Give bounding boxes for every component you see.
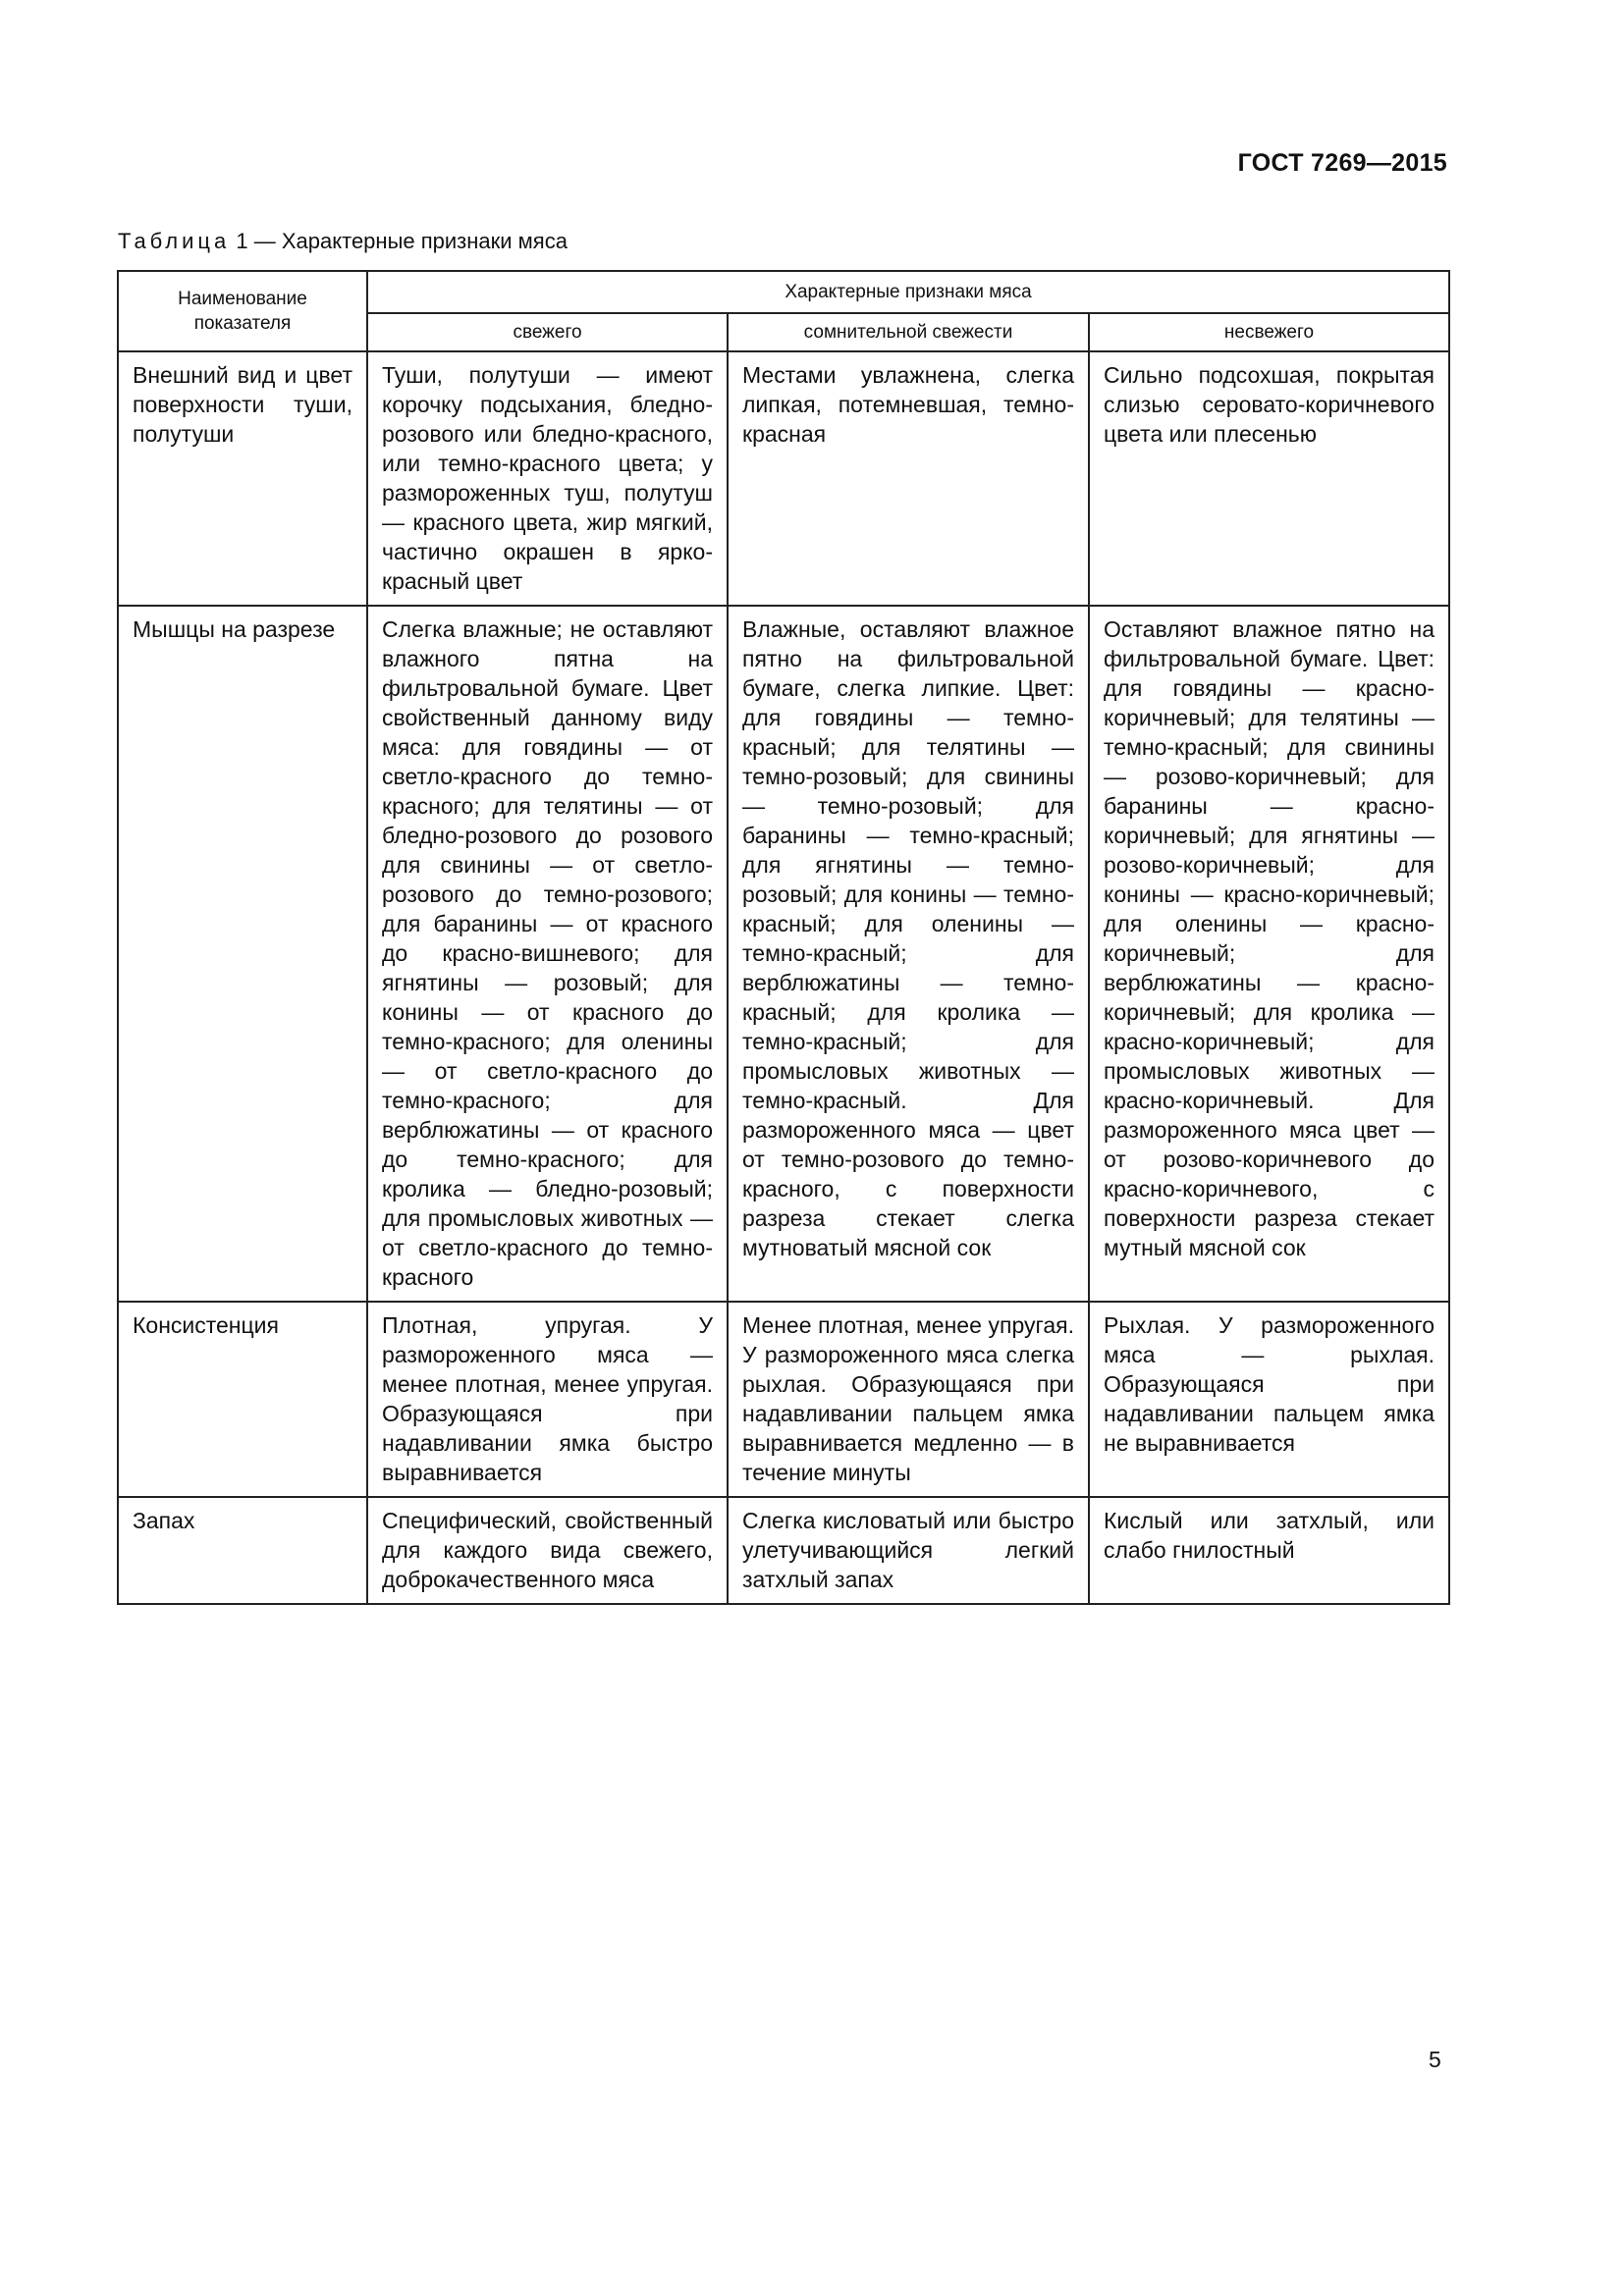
- table-row: [118, 351, 1449, 606]
- cell-fresh: Слегка влажные; не оставляют влажного пятна на фильтровальной бумаге. Цвет свойственный данному виду мяса: для говядины — от светло-красного до темно-красного; для телятины — от бледно-розового до розового для свинины — от светло-розового до темно-розового; для баранины — от красного до красно-вишневого; для ягнятины — розовый; для конины — от красного до темно-красного; для оленины — от светло-красного до темно-красного; для верблюжатины — от красного до темно-красного; для кролика — бледно-розовый; для промысловых животных — от светло-красного до темно-красного: [367, 606, 728, 1302]
- cell-stale: Рыхлая. У размороженного мяса — рыхлая. Образующаяся при надавливании пальцем ямка не выравнивается: [1089, 1302, 1449, 1497]
- page-number: 5: [1429, 2047, 1441, 2072]
- row-indicator: Консистенция: [118, 1302, 367, 1497]
- caption-prefix: Таблица: [118, 229, 231, 253]
- group-header: Характерные признаки мяса: [367, 271, 1449, 313]
- cell-doubtful: Местами увлажнена, слегка липкая, потемневшая, темно-красная: [728, 351, 1089, 606]
- subheader-doubtful: сомнительной свежести: [728, 313, 1089, 351]
- cell-doubtful: Менее плотная, менее упругая. У размороженного мяса слегка рыхлая. Образующаяся при надавливании пальцем ямка выравнивается медленно — в течение минуты: [728, 1302, 1089, 1497]
- table-header-row: [118, 271, 1449, 313]
- caption-number: 1: [236, 229, 248, 253]
- document-code: ГОСТ 7269—2015: [1237, 149, 1447, 177]
- cell-stale: Кислый или затхлый, или слабо гнилостный: [1089, 1497, 1449, 1604]
- subheader-fresh: свежего: [367, 313, 728, 351]
- table-row: [118, 606, 1449, 1302]
- row-indicator: Мышцы на разрезе: [118, 606, 367, 1302]
- table-caption: [118, 229, 568, 254]
- subheader-stale: несвежего: [1089, 313, 1449, 351]
- cell-stale: Оставляют влажное пятно на фильтровальной бумаге. Цвет: для говядины — красно-коричневый; для телятины — темно-красный; для свинины — розово-коричневый; для баранины — красно-коричневый; для ягнятины — розово-коричневый; для конины — красно-коричневый; для оленины — красно-коричневый; для верблюжатины — красно-коричневый; для кролика — красно-коричневый; для промысловых животных — красно-коричневый. Для размороженного мяса цвет — от розово-коричневого до красно-коричневого, с поверхности разреза стекает мутный мясной сок: [1089, 606, 1449, 1302]
- row-indicator: Внешний вид и цвет поверхности туши, полутуши: [118, 351, 367, 606]
- cell-doubtful: Влажные, оставляют влажное пятно на фильтровальной бумаге, слегка липкие. Цвет: для говядины — темно-красный; для телятины — темно-розовый; для свинины — темно-розовый; для баранины — темно-красный; для ягнятины — темно-розовый; для конины — темно-красный; для оленины — темно-красный; для верблюжатины — темно-красный; для кролика — темно-красный; для промысловых животных — темно-красный. Для размороженного мяса — цвет от темно-розового до темно-красного, с поверхности разреза стекает слегка мутноватый мясной сок: [728, 606, 1089, 1302]
- table-row: [118, 1497, 1449, 1604]
- indicator-header: Наименование показателя: [118, 271, 367, 351]
- caption-text: — Характерные признаки мяса: [247, 229, 568, 253]
- cell-fresh: Плотная, упругая. У размороженного мяса — менее плотная, менее упругая. Образующаяся при надавливании ямка быстро выравнивается: [367, 1302, 728, 1497]
- table-row: [118, 1302, 1449, 1497]
- row-indicator: Запах: [118, 1497, 367, 1604]
- cell-fresh: Специфический, свойственный для каждого вида свежего, доброкачественного мяса: [367, 1497, 728, 1604]
- meat-characteristics-table: [117, 270, 1450, 1605]
- cell-stale: Сильно подсохшая, покрытая слизью серовато-коричневого цвета или плесенью: [1089, 351, 1449, 606]
- cell-fresh: Туши, полутуши — имеют корочку подсыхания, бледно-розового или бледно-красного, или темно-красного цвета; у размороженных туш, полутуш — красного цвета, жир мягкий, частично окрашен в ярко-красный цвет: [367, 351, 728, 606]
- cell-doubtful: Слегка кисловатый или быстро улетучивающийся легкий затхлый запах: [728, 1497, 1089, 1604]
